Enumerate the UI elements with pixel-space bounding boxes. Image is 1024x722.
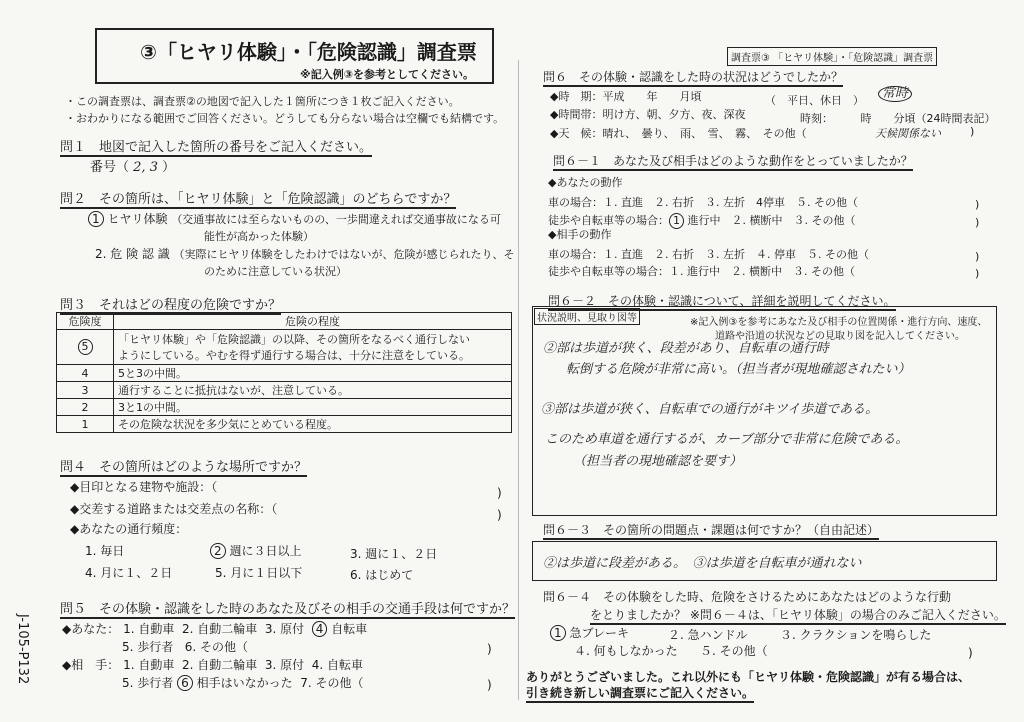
q61-pcar[interactable]: 車の場合：１. 直進 ２. 右折 ３. 左折 ４. 停車 ５. その他（: [548, 248, 869, 261]
q1-label: 番号（: [90, 160, 130, 175]
desc-cell: 5と3の中間。: [114, 365, 512, 382]
q61-walk: 徒歩や自転車等の場合：: [548, 214, 669, 227]
q64-opt-row-1: [550, 624, 629, 641]
q62-title: 問６－２ その体験・認識について、詳細を説明してください。: [548, 292, 896, 311]
q2-option-2-desc2: のために注意している状況）: [204, 265, 347, 278]
you-opt-5[interactable]: 5. 歩行者: [122, 640, 174, 654]
table-row[interactable]: [57, 382, 512, 399]
partner-opt-7[interactable]: 7. その他（: [300, 676, 364, 690]
q4-intersection: ◆交差する道路または交差点の名称：（: [70, 502, 278, 516]
q5-partner-label: ◆相 手：: [62, 658, 120, 672]
level-cell: 2: [57, 399, 114, 416]
q5-partner-row: [62, 656, 363, 673]
table-row[interactable]: [57, 365, 512, 382]
desc-cell: 3と1の中間。: [114, 399, 512, 416]
you-opt-4-num[interactable]: 4: [312, 621, 328, 637]
column-divider: [518, 60, 519, 700]
partner-opt-2[interactable]: 2. 自動二輪車: [181, 658, 258, 672]
q61-walk-rest[interactable]: 進行中 ２. 横断中 ３. その他（: [687, 214, 856, 227]
you-opt-6[interactable]: 6. その他（: [184, 640, 248, 654]
freq-opt-4[interactable]: 4. 月に１、２日: [85, 566, 173, 580]
partner-opt-3[interactable]: 3. 原付: [264, 658, 305, 672]
q64-opt-4[interactable]: ４. 何もしなかった: [574, 644, 678, 658]
partner-opt-1[interactable]: 1. 自動車: [123, 658, 175, 672]
title-number: ③: [140, 40, 157, 64]
q62-note-1: ※記入例③を参考にあなた及び相手の位置関係・進行方向、速度、: [690, 317, 988, 328]
q62-box-label: 状況説明、見取り図等: [534, 308, 640, 325]
q3-title: 問３ それはどの程度の危険ですか？: [60, 294, 281, 315]
q6-weather-hand: 天候関係ない: [875, 127, 941, 140]
q63-title: 問６－３ その箇所の問題点・課題は何ですか？（自由記述）: [543, 521, 879, 540]
title-text: 「ヒヤリ体験」・「危険認識」調査票: [156, 40, 477, 64]
q62-hand-4: このため車道を通行するが、カーブ部分で非常に危険である。: [545, 432, 909, 447]
q5-title: 問５ その体験・認識をした時のあなた及びその相手の交通手段は何ですか？: [60, 598, 515, 619]
q4-landmark-close: ): [497, 486, 502, 500]
q1-answer: 2, 3: [133, 160, 158, 175]
footer-line-2: 引き続き新しい調査票にご記入ください。: [526, 684, 754, 703]
desc-line: 「ヒヤリ体験」や「危険認識」の以降、その箇所をなるべく通行しない: [118, 333, 470, 346]
desc-cell: 通行することに抵抗はないが、注意している。: [114, 382, 512, 399]
q61-you: ◆あなたの動作: [548, 176, 623, 189]
level-cell: 1: [57, 416, 114, 433]
q2-option-2-label: 2. 危 険 認 識: [95, 247, 170, 261]
page-title: [140, 36, 477, 65]
q61-pwalk-close: ): [975, 267, 980, 280]
you-opt-4-label: 自転車: [331, 622, 368, 636]
q64-title: 問６－４ その体験をした時、危険をさけるためにあなたはどのような行動: [543, 590, 952, 604]
q6-period: ◆時 期：平成 年 月頃: [550, 90, 702, 103]
q4-intersection-close: ): [497, 508, 502, 522]
q6-period-opt[interactable]: （ 平日、休日 ）: [765, 94, 864, 107]
desc-cell: その危険な状況を多少気にとめている程度。: [114, 416, 512, 433]
table-row[interactable]: [57, 416, 512, 433]
q1-answer-row: [90, 156, 175, 175]
desc-cell: [114, 330, 512, 365]
q4-frequency: ◆あなたの通行頻度：: [70, 522, 188, 536]
q64-opt-3[interactable]: ３. クラクションを鳴らした: [780, 628, 932, 642]
q6-timeband[interactable]: ◆時間帯：明け方、朝、夕方、夜、深夜: [550, 108, 746, 121]
q62-hand-5: （担当者の現地確認を要す）: [573, 454, 743, 469]
q61-walk-1[interactable]: 1: [669, 213, 684, 229]
you-opt-1[interactable]: 1. 自動車: [123, 622, 175, 636]
partner-opt-4[interactable]: 4. 自転車: [311, 658, 364, 672]
table-row[interactable]: [57, 330, 512, 365]
intro-line-2: ・おわかりになる範囲でご回答ください。どうしても分らない場合は空欄でも結構です。: [65, 112, 505, 125]
freq-opt-1[interactable]: 1. 毎日: [85, 544, 125, 558]
q4-title: 問４ その箇所はどのような場所ですか？: [60, 456, 307, 477]
q64-opt-1-num[interactable]: 1: [550, 625, 566, 641]
q2-title: 問２ その箇所は、「ヒヤリ体験」と「危険認識」のどちらですか？: [60, 188, 456, 209]
q2-option-1-label: ヒヤリ体験: [107, 212, 168, 226]
q2-option-1-num: 1: [88, 211, 104, 227]
table-header: [57, 313, 512, 330]
you-opt-2[interactable]: 2. 自動二輪車: [181, 622, 258, 636]
q61-pwalk[interactable]: 徒歩や自転車等の場合：１. 進行中 ２. 横断中 ３. その他（: [548, 265, 855, 278]
freq-opt-3[interactable]: 3. 週に１、２日: [350, 547, 438, 561]
q61-car-close: ): [975, 198, 980, 211]
partner-opt-6-num[interactable]: 6: [177, 675, 193, 691]
q1-close: ）: [162, 160, 176, 175]
q64-opt-1-label: 急ブレーキ: [569, 626, 629, 640]
q2-option-1[interactable]: [88, 210, 501, 227]
q2-option-2-desc: （実際にヒヤリ体験をしたわけではないが、危険が感じられたり、そ: [173, 248, 515, 261]
q5-partner-row-2: [122, 674, 363, 691]
you-opt-3[interactable]: 3. 原付: [264, 622, 305, 636]
freq-opt-6[interactable]: 6. はじめて: [350, 568, 414, 582]
table-header-level: 危険度: [57, 313, 114, 330]
freq-opt-2-num: 2: [210, 543, 226, 559]
q6-time: 時刻： 時 分頃（24時間表記）: [800, 112, 996, 125]
q61-walk-close: ): [975, 216, 980, 229]
danger-table: [56, 312, 512, 433]
freq-opt-2-label: 週に３日以上: [229, 544, 302, 558]
q61-title: 問６－１ あなた及び相手はどのような動作をとっていましたか？: [553, 152, 913, 171]
q64-opt-5[interactable]: ５. その他（: [700, 644, 768, 658]
level-cell: 4: [57, 365, 114, 382]
q5-you-label: ◆あなた：: [62, 622, 120, 636]
q64-title-2: をとりましたか？ ※問６－４は、「ヒヤリ体験」の場合のみご記入ください。: [590, 606, 1006, 625]
partner-opt-6-label: 相手はいなかった: [196, 676, 293, 690]
q62-hand-1: ②部は歩道が狭く、段差があり、自転車の通行時: [543, 341, 829, 356]
q6-weather-close: ): [970, 125, 975, 138]
q6-weather[interactable]: ◆天 候：晴れ、 曇り、 雨、 雪、 霧、 その他（: [550, 127, 807, 140]
level-cell: 3: [57, 382, 114, 399]
q61-car-stop[interactable]: 停車 ５. その他（: [762, 196, 858, 209]
q64-opt-2[interactable]: ２. 急ハンドル: [668, 628, 748, 642]
q5-you-row-2: [122, 638, 248, 655]
table-header-desc: 危険の程度: [114, 313, 512, 330]
level-value: 5: [78, 339, 93, 355]
q64-close: ): [968, 646, 973, 660]
q62-note-2: 道路や沿道の状況などの見取り図を記入してください。: [715, 331, 965, 342]
q61-pcar-close: ): [975, 250, 980, 263]
q61-car[interactable]: 車の場合：１. 直進 ２. 右折 ３. 左折 4: [548, 196, 763, 209]
q5-partner-close: ): [487, 678, 492, 692]
desc-line: ようにしている。やむを得ず通行する場合は、十分に注意をしている。: [118, 349, 470, 362]
q2-option-2[interactable]: [95, 245, 515, 262]
q63-hand: ②は歩道に段差がある。 ③は歩道を自転車が通れない: [543, 556, 862, 571]
right-tag: 調査票③ 「ヒヤリ体験」・「危険認識」調査票: [727, 47, 937, 66]
intro-line-1: ・この調査票は、調査票②の地図で記入した１箇所につき１枚ご記入ください。: [65, 95, 460, 108]
q5-you-close: ): [487, 642, 492, 656]
q5-you-row: [62, 620, 367, 637]
freq-opt-2[interactable]: [210, 542, 301, 559]
q1-title: 問１ 地図で記入した箇所の番号をご記入ください。: [60, 136, 372, 157]
q6-title: 問６ その体験・認識をした時の状況はどうでしたか？: [543, 68, 843, 87]
side-id: J-105-P132: [15, 614, 30, 685]
subtitle: ※記入例③を参考としてください。: [300, 68, 475, 81]
q61-car-row: [548, 194, 858, 210]
q4-landmark: ◆目印となる建物や施設：（: [70, 480, 218, 494]
q62-hand-2: 転倒する危険が非常に高い。（担当者が現地確認されたい）: [566, 362, 911, 377]
level-cell: [57, 330, 114, 365]
q2-option-1-desc2: 能性が高かった体験）: [204, 230, 314, 243]
footer-line-1: ありがとうございました。これ以外にも「ヒヤリ体験・危険認識」が有る場合は、: [526, 670, 971, 684]
partner-opt-5[interactable]: 5. 歩行者: [122, 676, 174, 690]
q2-option-1-desc: （交通事故には至らないものの、一歩間違えれば交通事故になる可: [171, 213, 501, 226]
q62-hand-3: ③部は歩道が狭く、自転車での通行がキツイ歩道である。: [541, 402, 879, 417]
freq-opt-5[interactable]: 5. 月に１日以下: [215, 566, 303, 580]
table-row[interactable]: [57, 399, 512, 416]
q6-always: 常時: [878, 86, 912, 102]
q61-partner: ◆相手の動作: [548, 228, 612, 241]
